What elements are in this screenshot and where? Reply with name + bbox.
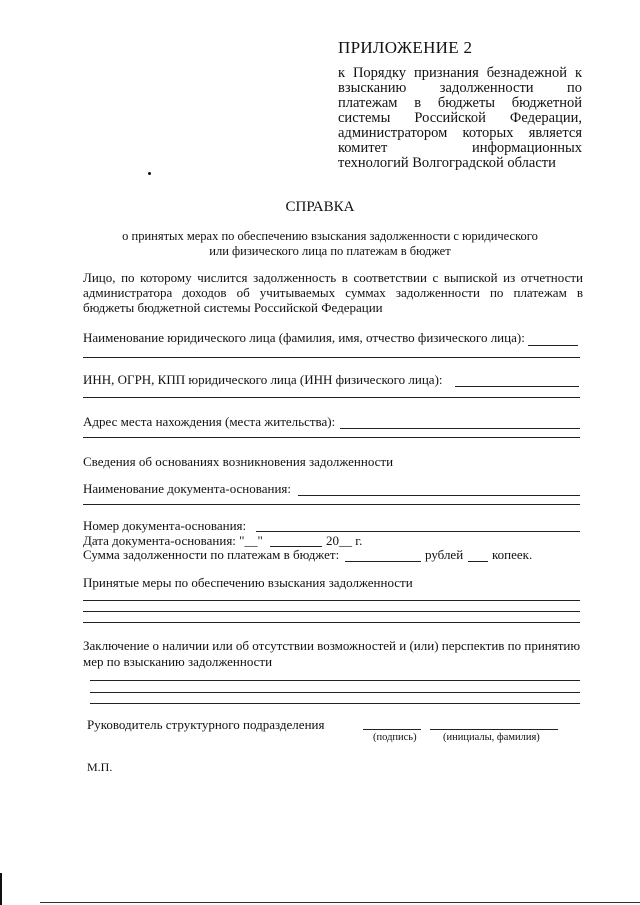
appendix-line: взысканию задолженности по — [338, 80, 582, 96]
doc-date-label: Дата документа-основания: "__" — [83, 533, 263, 548]
stamp-mark: М.П. — [87, 760, 113, 774]
sum-kopecks-line[interactable] — [468, 561, 488, 562]
address-label: Адрес места нахождения (места жительства): — [83, 414, 336, 429]
name-initials-line[interactable] — [430, 729, 558, 730]
doc-name-field-line-2[interactable] — [83, 504, 580, 505]
appendix-line: комитет информационных — [338, 140, 582, 156]
appendix-title: ПРИЛОЖЕНИЕ 2 — [338, 38, 473, 57]
sum-kopecks-unit: копеек. — [492, 547, 533, 562]
doc-date-year: 20__ г. — [326, 533, 363, 548]
doc-name-label: Наименование документа-основания: — [83, 481, 291, 496]
basis-section-heading: Сведения об основаниях возникновения задолженности — [83, 454, 394, 469]
name-label: Наименование юридического лица (фамилия, имя, отчество физического лица): — [83, 330, 525, 345]
subtitle-line: или физического лица по платежам в бюджет — [209, 244, 451, 258]
address-field-line[interactable] — [340, 428, 580, 429]
intro-line: бюджеты бюджетной системы Российской Федерации — [83, 300, 383, 315]
intro-line: администратора доходов об учитываемых суммах задолженности по платежам в — [83, 285, 583, 300]
doc-number-label: Номер документа-основания: — [83, 518, 247, 533]
conclusion-line-1[interactable] — [90, 680, 580, 681]
scan-edge-mark — [0, 873, 2, 905]
conclusion-line-3[interactable] — [90, 703, 580, 704]
doc-number-field-line[interactable] — [256, 531, 580, 532]
signature-line[interactable] — [363, 729, 421, 730]
conclusion-line: мер по взысканию задолженности — [83, 654, 273, 669]
initials-caption: (инициалы, фамилия) — [443, 732, 540, 743]
scan-speck — [148, 172, 151, 175]
appendix-line: администратором которых является — [338, 125, 582, 141]
appendix-text — [338, 66, 582, 171]
inn-field-line-2[interactable] — [83, 397, 580, 398]
inn-field-line[interactable] — [455, 386, 579, 387]
conclusion-line: Заключение о наличии или об отсутствии возможностей и (или) перспектив по принятию — [83, 638, 581, 653]
inn-label: ИНН, ОГРН, КПП юридического лица (ИНН физического лица): — [83, 372, 443, 387]
sum-rubles-line[interactable] — [345, 561, 421, 562]
appendix-line: технологий Волгоградской области — [338, 155, 556, 171]
address-field-line-2[interactable] — [83, 437, 580, 438]
name-field-line-2[interactable] — [83, 357, 580, 358]
intro-paragraph — [83, 270, 583, 315]
document-subtitle — [80, 229, 580, 259]
doc-name-field-line[interactable] — [298, 495, 580, 496]
appendix-line: платежам в бюджеты бюджетной — [338, 95, 582, 111]
appendix-line: системы Российской Федерации, — [338, 110, 582, 126]
head-label: Руководитель структурного подразделения — [87, 717, 325, 732]
intro-line: Лицо, по которому числится задолженность в соответствии с выпиской из отчетности — [83, 270, 583, 285]
subtitle-line: о принятых мерах по обеспечению взыскания задолженности с юридического — [122, 229, 538, 243]
page-bottom-edge — [40, 902, 640, 903]
signature-caption: (подпись) — [373, 732, 417, 743]
measures-line-1[interactable] — [83, 600, 580, 601]
document-title: СПРАВКА — [285, 199, 355, 215]
conclusion-line-2[interactable] — [90, 692, 580, 693]
measures-label: Принятые меры по обеспечению взыскания задолженности — [83, 575, 413, 590]
measures-line-3[interactable] — [83, 622, 580, 623]
sum-rubles-unit: рублей — [425, 547, 464, 562]
appendix-line: к Порядку признания безнадежной к — [338, 65, 582, 81]
measures-line-2[interactable] — [83, 611, 580, 612]
name-field-line[interactable] — [528, 345, 578, 346]
sum-label: Сумма задолженности по платежам в бюджет: — [83, 547, 340, 562]
